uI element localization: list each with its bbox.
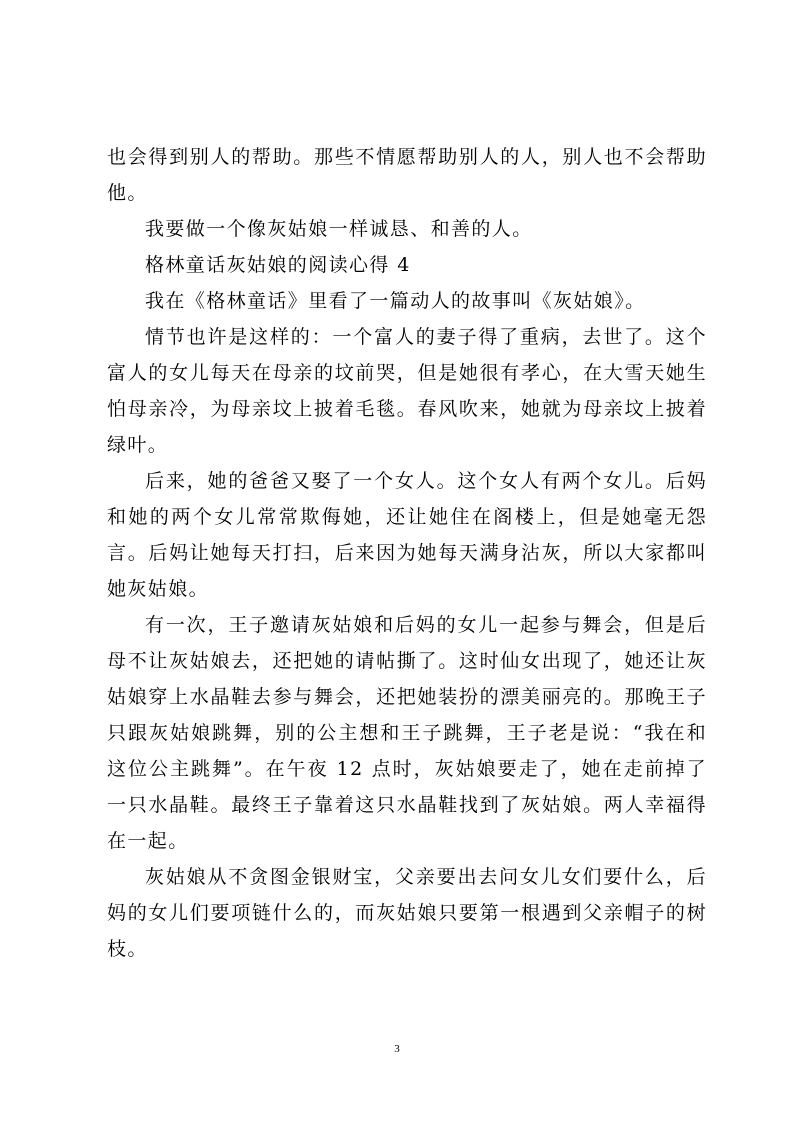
paragraph-5: 情节也许是这样的：一个富人的妻子得了重病，去世了。这个富人的女儿每天在母亲的坟前哭，但是她很有孝心，在大雪天她生怕母亲冷，为母亲坟上披着毛毯。春风吹来，她就为母亲坟上披着绿叶。 bbox=[107, 326, 707, 456]
paragraph-8: 灰姑娘从不贪图金银财宝，父亲要出去问女儿女们要什么，后妈的女儿们要项链什么的，而灰姑娘只要第一根遇到父亲帽子的树枝。 bbox=[107, 866, 707, 960]
paragraph-7: 有一次，王子邀请灰姑娘和后妈的女儿一起参与舞会，但是后母不让灰姑娘去，还把她的请帖撕了。这时仙女出现了，她还让灰姑娘穿上水晶鞋去参与舞会，还把她装扮的漂美丽亮的。那晚王子只跟灰姑娘跳舞，别的公主想和王子跳舞，王子老是说：“我在和这位公主跳舞”。在午夜 12 点时，灰姑娘要走了，她在走前掉了一只水晶鞋。最终王子靠着这只水晶鞋找到了灰姑娘。两人幸福得在一起。 bbox=[107, 614, 707, 852]
paragraph-4: 我在《格林童话》里看了一篇动人的故事叫《灰姑娘》。 bbox=[145, 290, 646, 312]
section-heading: 格林童话灰姑娘的阅读心得 4 bbox=[145, 254, 411, 276]
paragraph-1: 也会得到别人的帮助。那些不情愿帮助别人的人，别人也不会帮助他。 bbox=[107, 146, 707, 204]
document-body bbox=[107, 139, 707, 967]
paragraph-2: 我要做一个像灰姑娘一样诚恳、和善的人。 bbox=[145, 218, 533, 240]
paragraph-6: 后来，她的爸爸又娶了一个女人。这个女人有两个女儿。后妈和她的两个女儿常常欺侮她，还让她住在阁楼上，但是她毫无怨言。后妈让她每天打扫，后来因为她每天满身沾灰，所以大家都叫她灰姑娘。 bbox=[107, 470, 707, 600]
page-number: 3 bbox=[394, 1043, 400, 1055]
